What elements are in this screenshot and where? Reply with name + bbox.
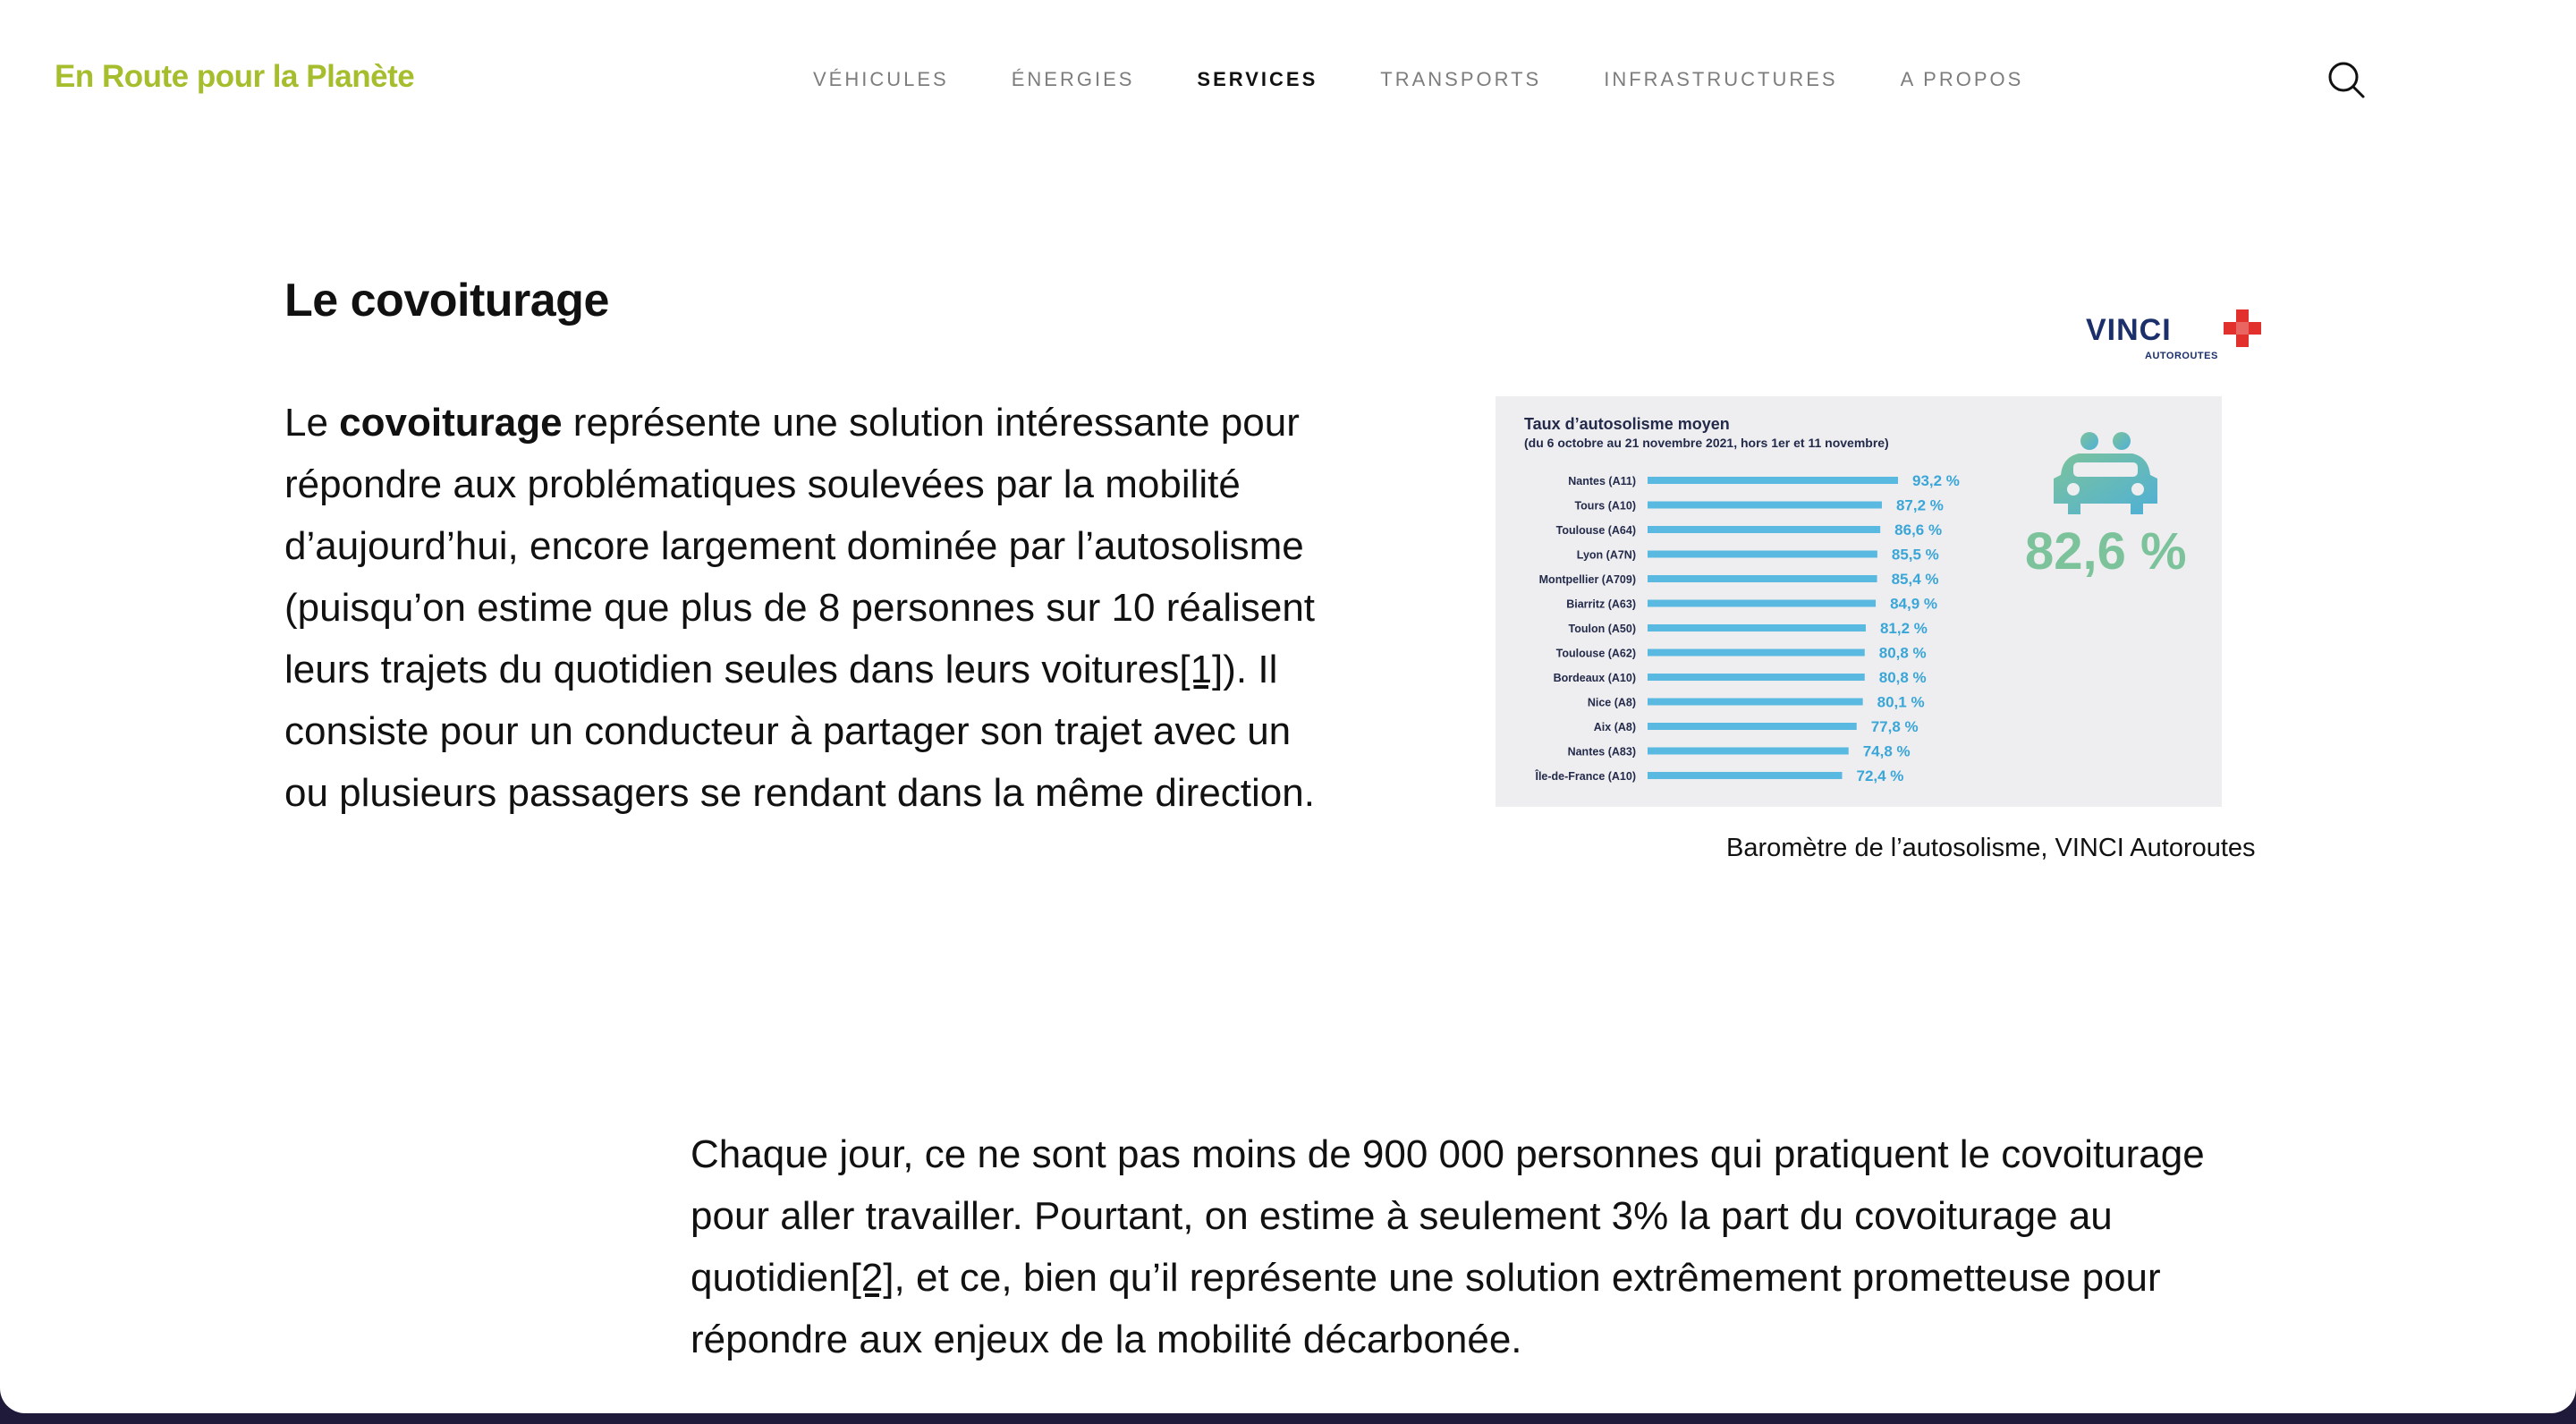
category-label: Aix (A8) [1593, 721, 1636, 733]
value-label: 80,8 % [1878, 644, 1927, 662]
category-label: Toulon (A50) [1568, 623, 1636, 635]
value-label: 84,9 % [1890, 595, 1938, 613]
nav-vehicules[interactable]: VÉHICULES [813, 68, 949, 90]
value-label: 80,1 % [1877, 693, 1925, 711]
bold-term: covoiturage [339, 401, 563, 445]
bar [1648, 502, 1882, 509]
figure-caption: Baromètre de l’autosolisme, VINCI Autoroutes [1726, 834, 2256, 862]
chart-subtitle: (du 6 octobre au 21 novembre 2021, hors 1er et 11 novembre) [1524, 436, 1889, 450]
section-title: Le covoiturage [284, 275, 609, 326]
bar [1648, 748, 1849, 755]
text: ). Il consiste pour un conducteur à partager son trajet avec un ou plusieurs passagers se rendant dans la même direction. [284, 648, 1315, 815]
bar [1648, 477, 1898, 484]
category-label: Lyon (A7N) [1576, 548, 1636, 562]
category-label: Montpellier (A709) [1538, 573, 1636, 586]
value-label: 77,8 % [1870, 718, 1919, 735]
category-label: Toulouse (A64) [1555, 524, 1636, 537]
category-label: Nantes (A11) [1568, 475, 1636, 487]
text: représente une solution intéressante pour répondre aux problématiques soulevées par la mobilité d’aujourd’hui, encore largement dominée par l’autosolisme (puisqu’on estime que plus de 8 personnes sur 10 réalisent leurs trajets du quotidien seules dans leurs voitures [284, 401, 1316, 691]
category-label: Biarritz (A63) [1566, 598, 1636, 611]
second-paragraph [691, 1123, 2265, 1370]
nav-services[interactable]: SERVICES [1197, 68, 1318, 90]
value-label: 87,2 % [1895, 496, 1944, 514]
bar [1648, 772, 1843, 779]
category-label: Toulouse (A62) [1555, 647, 1636, 660]
nav-energies[interactable]: ÉNERGIES [1011, 68, 1135, 90]
search-icon[interactable] [2326, 59, 2367, 100]
category-label: Nice (A8) [1587, 696, 1636, 709]
category-label: Nantes (A83) [1567, 745, 1636, 759]
value-label: 80,8 % [1878, 669, 1927, 686]
bar [1648, 674, 1865, 681]
intro-paragraph [284, 392, 1322, 824]
main-nav [813, 68, 2086, 91]
category-label: Île-de-France (A10) [1535, 770, 1636, 783]
site-logo[interactable]: En Route pour la Planète [55, 59, 415, 94]
value-label: 85,5 % [1891, 546, 1939, 564]
value-label: 72,4 % [1856, 767, 1904, 784]
vinci-autoroutes-logo [2086, 309, 2275, 361]
value-label: 93,2 % [1912, 472, 1960, 489]
nav-transports[interactable]: TRANSPORTS [1380, 68, 1542, 90]
car-icon [2043, 421, 2168, 520]
bar [1648, 600, 1876, 607]
text: Le [284, 401, 340, 445]
text: , et ce, bien qu’il représente une solution extrêmement prometteuse pour répondre aux enjeux de la mobilité décarbonée. [691, 1256, 2161, 1361]
text: Chaque jour, ce ne sont pas moins de 900 000 personnes qui pratiquent le covoiturage pour aller travailler. Pourtant, on estime à seulement 3% la part du covoiturage au quotidien [691, 1132, 2205, 1300]
nav-infrastructures[interactable]: INFRASTRUCTURES [1604, 68, 1838, 90]
bar [1648, 575, 1877, 582]
chart-title: Taux d’autosolisme moyen [1524, 415, 1730, 433]
bar [1648, 624, 1866, 631]
bar [1648, 699, 1863, 706]
svg-text:VINCI: VINCI [2086, 313, 2172, 347]
bar [1648, 526, 1880, 533]
value-label: 74,8 % [1862, 742, 1911, 760]
bar [1648, 723, 1857, 730]
autosolisme-chart-figure [1496, 396, 2222, 807]
footnote-link-1[interactable]: [1] [1179, 648, 1224, 691]
nav-a-propos[interactable]: A PROPOS [1900, 68, 2024, 90]
average-rate: 82,6 % [2025, 522, 2187, 581]
value-label: 86,6 % [1894, 521, 1943, 538]
category-label: Bordeaux (A10) [1553, 672, 1636, 684]
value-label: 81,2 % [1879, 620, 1928, 637]
footnote-link-2[interactable]: [2] [850, 1256, 894, 1300]
category-label: Tours (A10) [1574, 499, 1636, 513]
svg-text:AUTOROUTES: AUTOROUTES [2145, 351, 2218, 361]
value-label: 85,4 % [1891, 571, 1939, 588]
bar [1648, 551, 1877, 558]
bar [1648, 649, 1865, 657]
